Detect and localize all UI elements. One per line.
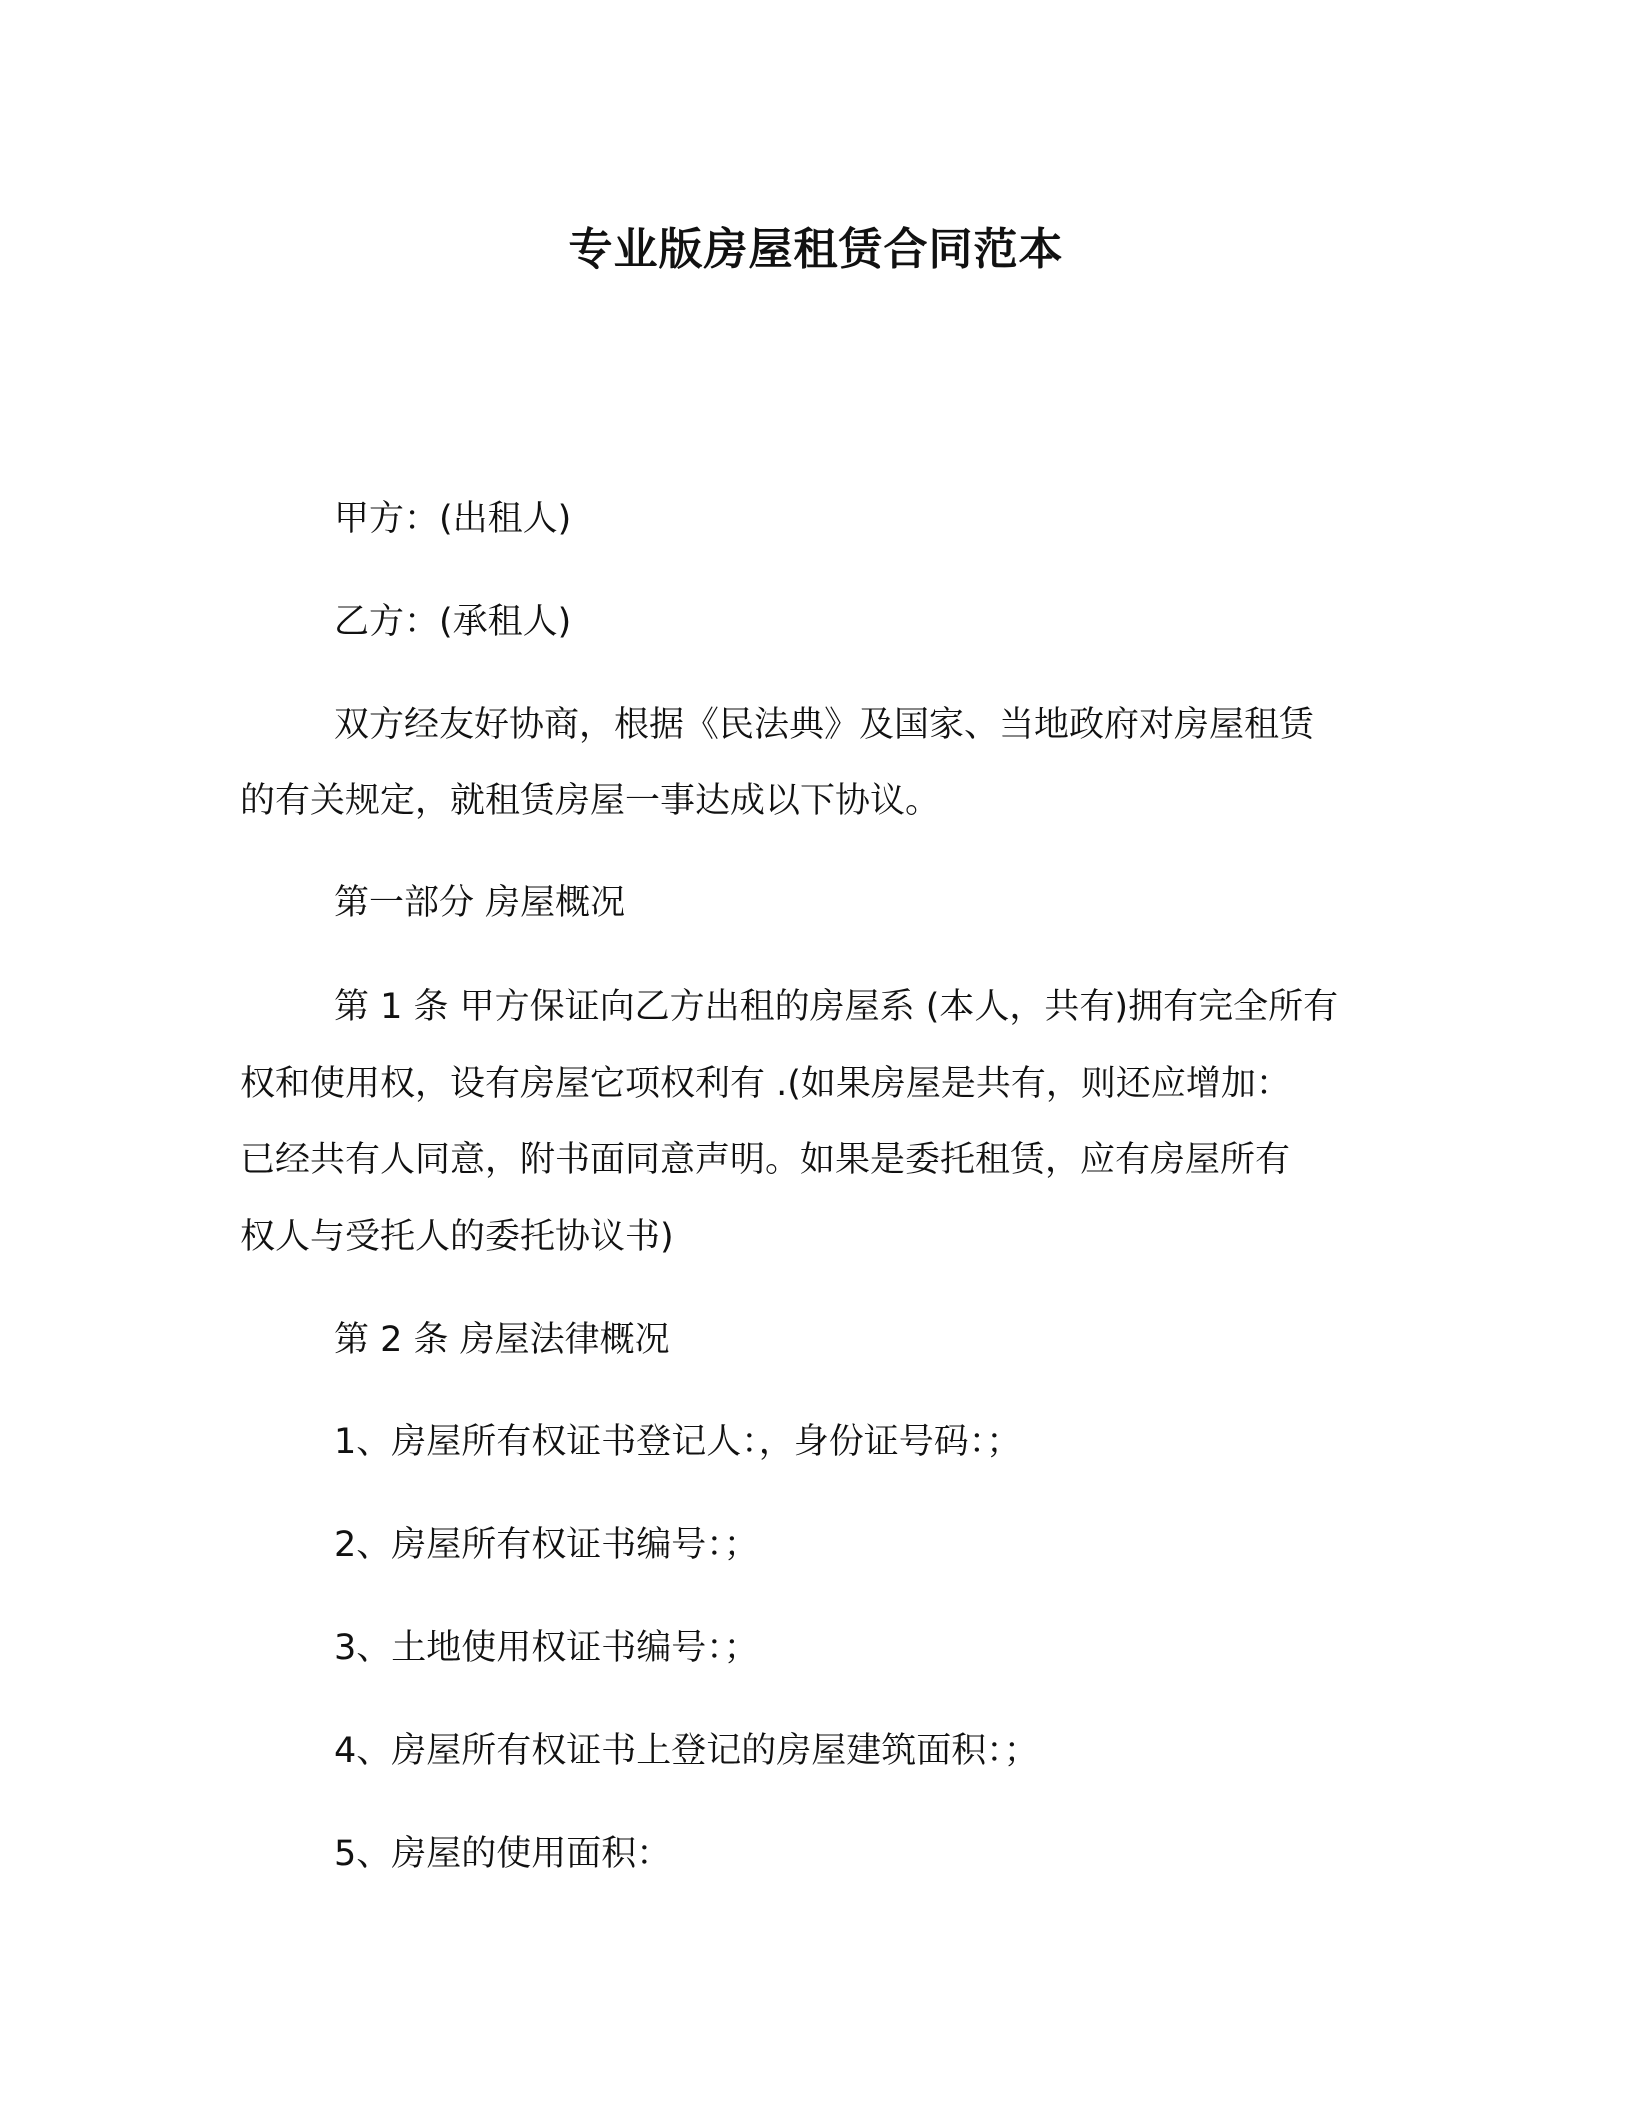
list-item: 3、土地使用权证书编号：；	[334, 1628, 759, 1668]
list-item: 1、房屋所有权证书登记人：，身份证号码：；	[334, 1422, 1022, 1462]
list-item: 5、房屋的使用面积：	[334, 1834, 672, 1874]
article1-line-3: 已经共有人同意，附书面同意声明。如果是委托租赁，应有房屋所有	[240, 1140, 1291, 1180]
intro-line-2: 的有关规定，就租赁房屋一事达成以下协议。	[240, 781, 941, 821]
list-item: 4、房屋所有权证书上登记的房屋建筑面积：；	[334, 1731, 1039, 1771]
article2-heading: 第 2 条 房屋法律概况	[334, 1320, 670, 1360]
document-title: 专业版房屋租赁合同范本	[568, 224, 1064, 275]
article1-line-1: 第 1 条 甲方保证向乙方出租的房屋系 (本人，共有)拥有完全所有	[334, 987, 1339, 1027]
list-item: 2、房屋所有权证书编号：；	[334, 1525, 759, 1565]
party-b-line: 乙方：(承租人)	[334, 602, 572, 642]
party-a-line: 甲方：(出租人)	[334, 499, 572, 539]
intro-line-1: 双方经友好协商，根据《民法典》及国家、当地政府对房屋租赁	[334, 705, 1315, 745]
article1-line-4: 权人与受托人的委托协议书)	[240, 1217, 674, 1257]
article1-line-2: 权和使用权，设有房屋它项权利有 .(如果房屋是共有，则还应增加：	[240, 1064, 1291, 1104]
part1-heading: 第一部分 房屋概况	[334, 883, 626, 923]
